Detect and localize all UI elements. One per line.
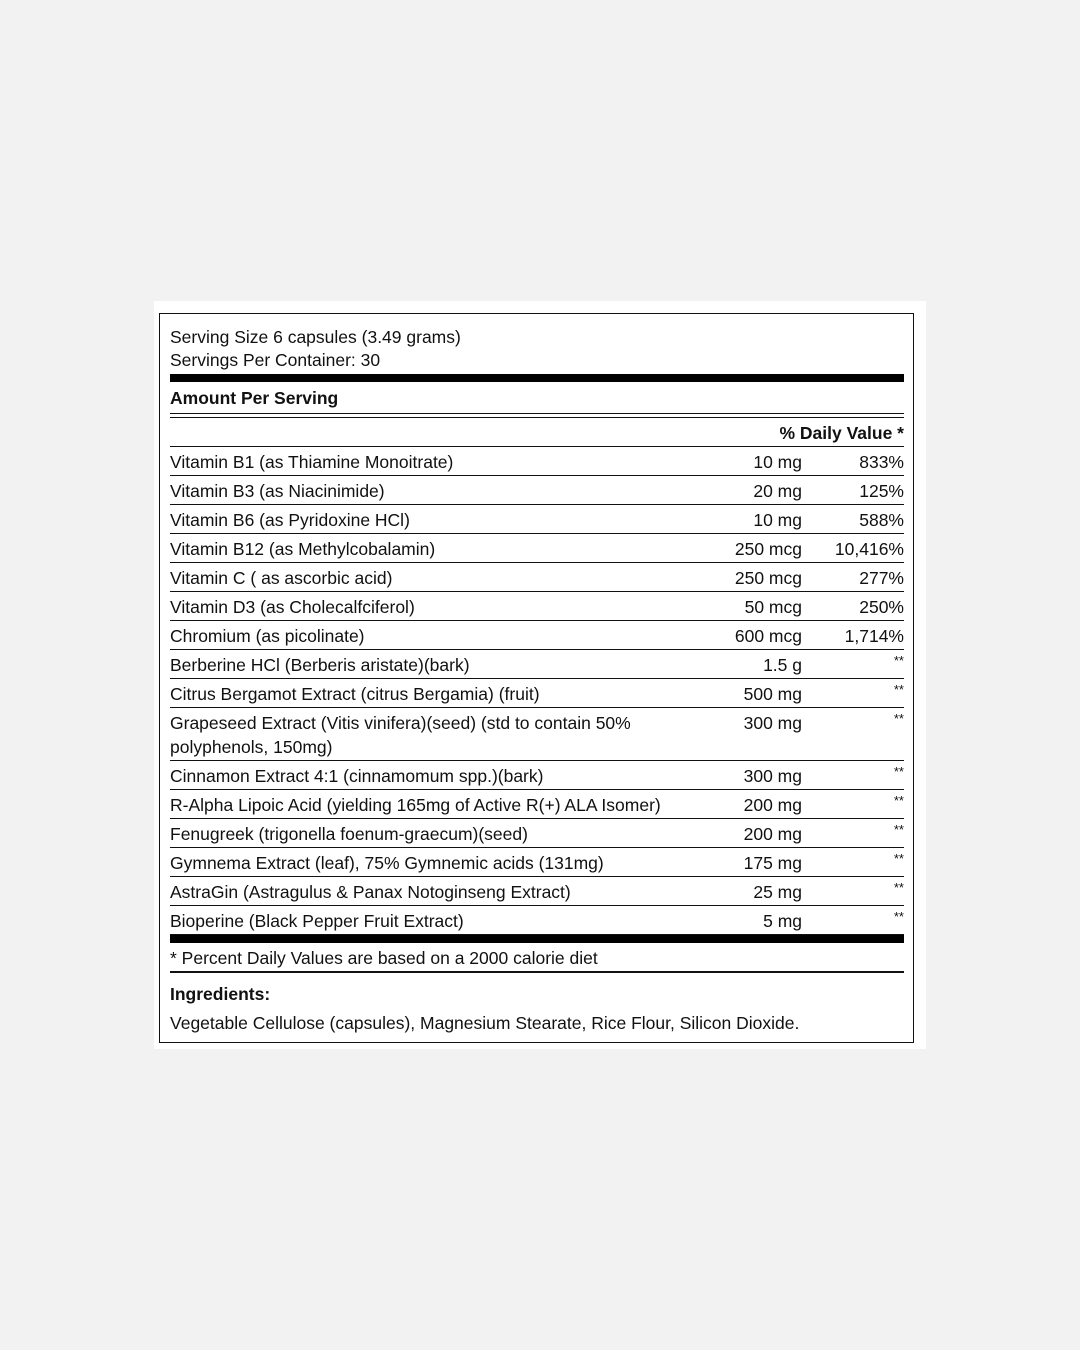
nutrient-row: [170, 476, 904, 505]
servings-per-container: Servings Per Container: 30: [170, 350, 381, 370]
nutrient-row: [170, 534, 904, 563]
nutrient-row: [170, 848, 904, 877]
nutrient-row: [170, 679, 904, 708]
nutrient-daily-value: 10,416%: [834, 539, 904, 559]
nutrient-name: Berberine HCl (Berberis aristate)(bark): [170, 655, 470, 675]
daily-value-footnote: * Percent Daily Values are based on a 2000 calorie diet: [170, 943, 904, 973]
ingredients-heading: Ingredients:: [170, 984, 271, 1004]
nutrient-amount: 10 mg: [753, 510, 802, 530]
nutrient-amount: 250 mcg: [734, 539, 802, 559]
nutrient-amount: 300 mg: [743, 713, 802, 733]
nutrient-name: Bioperine (Black Pepper Fruit Extract): [170, 911, 464, 931]
nutrient-row: [170, 447, 904, 476]
nutrient-row: [170, 505, 904, 534]
nutrient-name: Vitamin B3 (as Niacinimide): [170, 481, 385, 501]
nutrient-amount: 250 mcg: [734, 568, 802, 588]
nutrient-amount: 25 mg: [753, 882, 802, 902]
nutrient-name: Gymnema Extract (leaf), 75% Gymnemic acids (131mg): [170, 853, 604, 873]
nutrient-name: Cinnamon Extract 4:1 (cinnamomum spp.)(bark): [170, 766, 544, 786]
nutrient-amount: 5 mg: [763, 911, 802, 931]
daily-value-header: [170, 417, 904, 447]
nutrient-amount: 600 mcg: [734, 626, 802, 646]
nutrient-daily-value: **: [893, 764, 904, 779]
nutrient-daily-value: **: [893, 682, 904, 697]
nutrient-name: Grapeseed Extract (Vitis vinifera)(seed) (std to contain 50% polyphenols, 150mg): [170, 713, 631, 757]
daily-value-header-label: % Daily Value *: [779, 423, 904, 443]
nutrient-name: Citrus Bergamot Extract (citrus Bergamia) (fruit): [170, 684, 540, 704]
nutrient-row: [170, 790, 904, 819]
nutrient-amount: 300 mg: [743, 766, 802, 786]
nutrient-amount: 1.5 g: [763, 655, 802, 675]
nutrient-daily-value: 125%: [859, 481, 904, 501]
nutrient-name: Vitamin C ( as ascorbic acid): [170, 568, 393, 588]
ingredients-list: Vegetable Cellulose (capsules), Magnesium Stearate, Rice Flour, Silicon Dioxide.: [170, 1013, 800, 1033]
nutrient-daily-value: **: [893, 822, 904, 837]
nutrient-row: [170, 592, 904, 621]
nutrient-amount: 200 mg: [743, 824, 802, 844]
nutrient-name: Vitamin B12 (as Methylcobalamin): [170, 539, 436, 559]
nutrient-name: AstraGin (Astragulus & Panax Notoginseng Extract): [170, 882, 571, 902]
nutrient-name: Vitamin B1 (as Thiamine Monoitrate): [170, 452, 454, 472]
nutrient-name: R-Alpha Lipoic Acid (yielding 165mg of Active R(+) ALA Isomer): [170, 795, 661, 815]
nutrient-daily-value: 1,714%: [844, 626, 904, 646]
nutrient-daily-value: 833%: [859, 452, 904, 472]
nutrient-amount: 200 mg: [743, 795, 802, 815]
nutrient-amount: 50 mcg: [744, 597, 802, 617]
nutrient-daily-value: **: [893, 909, 904, 924]
nutrient-table: [170, 447, 904, 935]
nutrient-row: [170, 819, 904, 848]
supplement-facts-panel: [154, 301, 926, 1049]
nutrient-amount: 500 mg: [743, 684, 802, 704]
nutrient-daily-value: **: [893, 880, 904, 895]
nutrient-daily-value: 250%: [859, 597, 904, 617]
bottom-thick-divider: [170, 935, 904, 943]
nutrient-amount: 175 mg: [743, 853, 802, 873]
supplement-facts-label: [159, 313, 914, 1043]
nutrient-row: [170, 906, 904, 935]
serving-size: Serving Size 6 capsules (3.49 grams): [170, 327, 461, 347]
nutrient-amount: 10 mg: [753, 452, 802, 472]
nutrient-amount: 20 mg: [753, 481, 802, 501]
nutrient-daily-value: 277%: [859, 568, 904, 588]
nutrient-row: [170, 708, 904, 761]
nutrient-name: Vitamin B6 (as Pyridoxine HCl): [170, 510, 410, 530]
nutrient-daily-value: **: [893, 711, 904, 726]
nutrient-row: [170, 563, 904, 592]
nutrient-name: Fenugreek (trigonella foenum-graecum)(seed): [170, 824, 528, 844]
nutrient-row: [170, 877, 904, 906]
nutrient-daily-value: **: [893, 653, 904, 668]
amount-per-serving-heading: Amount Per Serving: [170, 386, 904, 414]
nutrient-name: Vitamin D3 (as Cholecalfciferol): [170, 597, 415, 617]
nutrient-daily-value: 588%: [859, 510, 904, 530]
nutrient-name: Chromium (as picolinate): [170, 626, 365, 646]
nutrient-daily-value: **: [893, 851, 904, 866]
top-thick-divider: [170, 374, 904, 382]
nutrient-row: [170, 650, 904, 679]
nutrient-row: [170, 621, 904, 650]
nutrient-row: [170, 761, 904, 790]
nutrient-daily-value: **: [893, 793, 904, 808]
